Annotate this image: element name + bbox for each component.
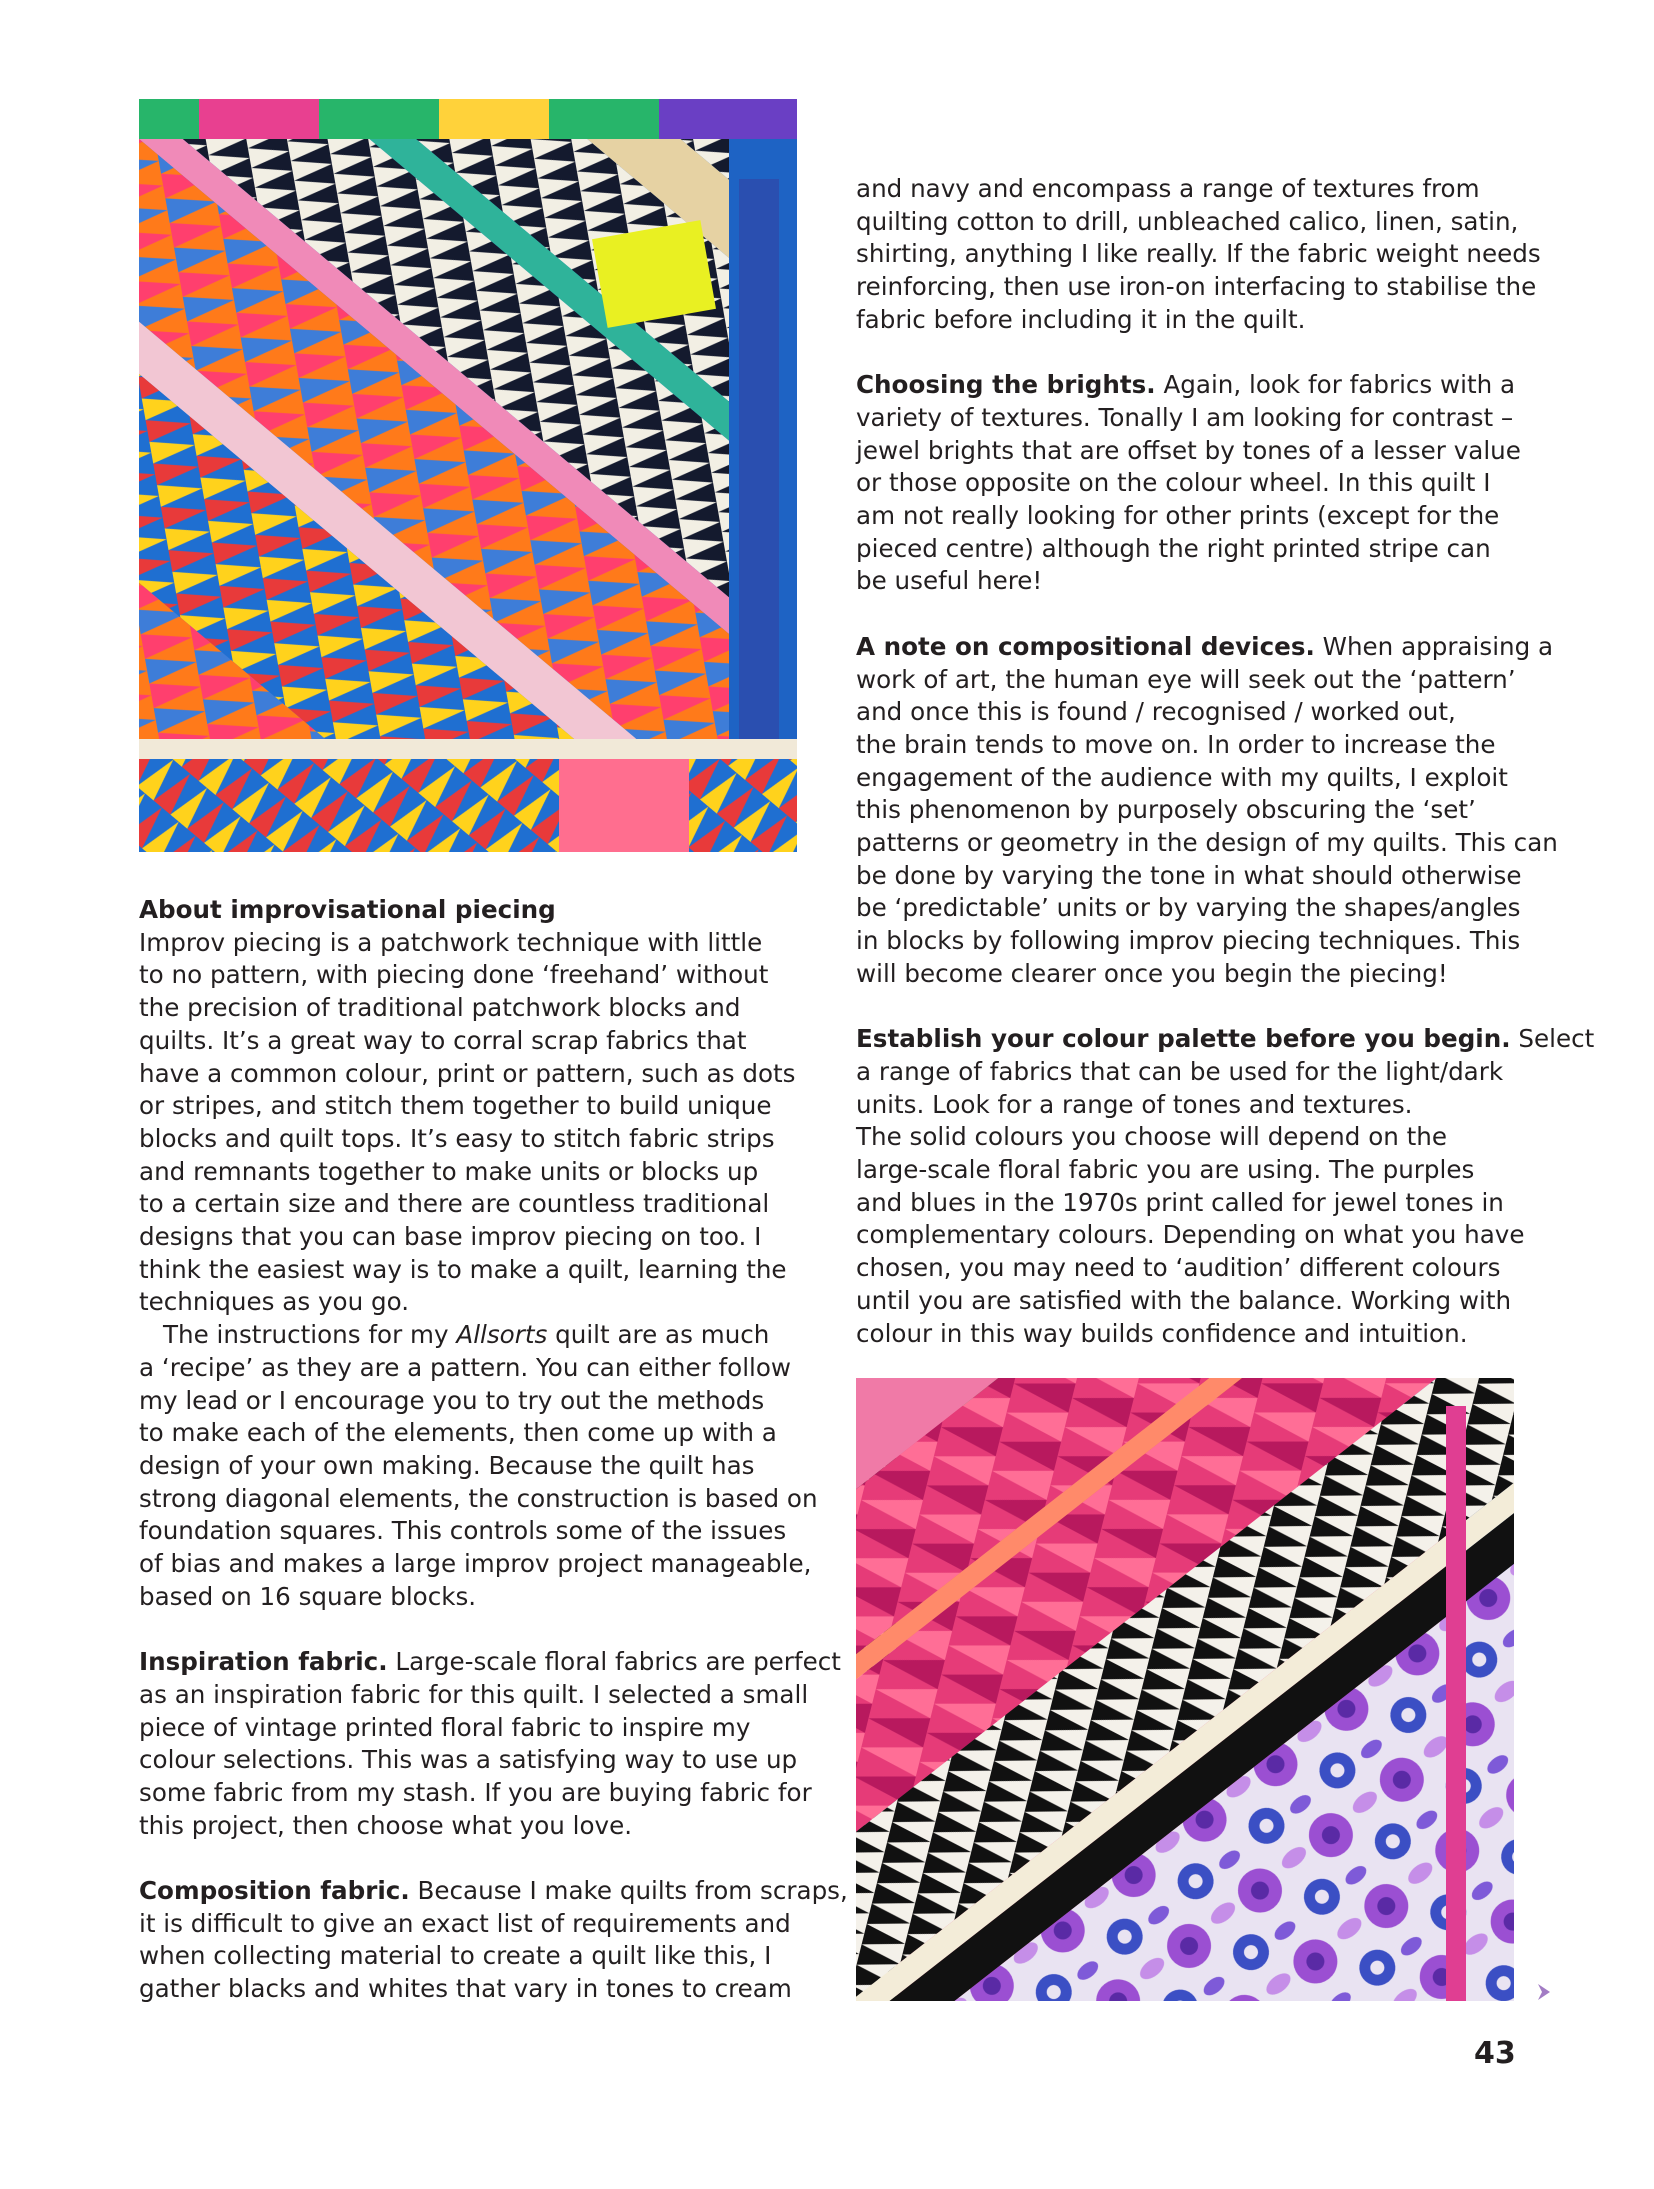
body-line: of bias and makes a large improv project manageable, <box>139 1549 812 1579</box>
body-line: shirting, anything I like really. If the fabric weight needs <box>856 239 1541 269</box>
body-line: colour selections. This was a satisfying way to use up <box>139 1745 798 1775</box>
body-line: some fabric from my stash. If you are buying fabric for <box>139 1777 812 1807</box>
text-run: Select <box>1510 1024 1595 1054</box>
body-line <box>856 631 1554 664</box>
body-line: designs that you can base improv piecing on too. I <box>139 1222 762 1252</box>
body-line: based on 16 square blocks. <box>139 1581 477 1611</box>
quilt-photo-bottom <box>856 1378 1514 2001</box>
body-line: think the easiest way is to make a quilt, learning the <box>139 1254 787 1284</box>
body-line: or stripes, and stitch them together to build unique <box>139 1091 772 1121</box>
body-line: or those opposite on the colour wheel. In this quilt I <box>856 468 1491 498</box>
text-run: quilt are as much <box>547 1320 770 1350</box>
left-column <box>139 894 848 2006</box>
body-line: blocks and quilt tops. It’s easy to stitch fabric strips <box>139 1123 775 1153</box>
body-line: am not really looking for other prints (except for the <box>856 501 1500 531</box>
body-line: complementary colours. Depending on what you have <box>856 1220 1525 1250</box>
body-line: units. Look for a range of tones and textures. <box>856 1089 1413 1119</box>
body-line: in blocks by following improv piecing techniques. This <box>856 926 1521 956</box>
text-run: The instructions for my <box>163 1320 457 1350</box>
body-line: pieced centre) although the right printed stripe can <box>856 533 1491 563</box>
body-line: this project, then choose what you love. <box>139 1810 633 1840</box>
body-line <box>856 369 1516 402</box>
body-line: design of your own making. Because the quilt has <box>139 1450 755 1480</box>
body-line: quilting cotton to drill, unbleached calico, linen, satin, <box>856 206 1519 236</box>
body-line: as an inspiration fabric for this quilt. I selected a small <box>139 1679 809 1709</box>
body-line: gather blacks and whites that vary in tones to cream <box>139 1974 792 2004</box>
composition-label: Composition fabric. <box>139 1876 410 1906</box>
body-line: engagement of the audience with my quilts, I exploit <box>856 762 1508 792</box>
text-run: Because I make quilts from scraps, <box>409 1876 848 1906</box>
text-run: Again, look for fabrics with a <box>1155 370 1516 400</box>
right-column <box>856 173 1595 1350</box>
body-line <box>139 1319 789 1352</box>
text-run: When appraising a <box>1314 631 1554 661</box>
body-line: be done by varying the tone in what should otherwise <box>856 860 1522 890</box>
quilt-name: Allsorts <box>456 1320 548 1350</box>
body-line: be useful here! <box>856 566 1043 596</box>
body-line: chosen, you may need to ‘audition’ different colours <box>856 1253 1501 1283</box>
quilt-photo-top <box>139 99 797 852</box>
body-line <box>856 1023 1595 1056</box>
body-line: to make each of the elements, then come up with a <box>139 1418 777 1448</box>
body-line: this phenomenon by purposely obscuring the ‘set’ <box>856 795 1476 825</box>
body-line: will become clearer once you begin the piecing! <box>856 958 1448 988</box>
body-line: strong diagonal elements, the construction is based on <box>139 1483 818 1513</box>
body-line: large-scale floral fabric you are using. The purples <box>856 1155 1475 1185</box>
body-line: when collecting material to create a quilt like this, I <box>139 1941 772 1971</box>
body-line: the precision of traditional patchwork blocks and <box>139 993 741 1023</box>
body-line: be ‘predictable’ units or by varying the shapes/angles <box>856 893 1521 923</box>
note-label: A note on compositional devices. <box>856 631 1315 661</box>
body-line: techniques as you go. <box>139 1287 410 1317</box>
body-line: until you are satisfied with the balance. Working with <box>856 1285 1512 1315</box>
body-line: my lead or I encourage you to try out the methods <box>139 1385 765 1415</box>
body-line: colour in this way builds confidence and intuition. <box>856 1318 1468 1348</box>
inspiration-label: Inspiration fabric. <box>139 1647 388 1677</box>
body-line: to a certain size and there are countless traditional <box>139 1189 770 1219</box>
body-line: quilts. It’s a great way to corral scrap fabrics that <box>139 1025 747 1055</box>
body-line: fabric before including it in the quilt. <box>856 304 1306 334</box>
brights-label: Choosing the brights. <box>856 370 1156 400</box>
next-arrow-icon[interactable] <box>1536 1982 1552 2002</box>
body-line: variety of textures. Tonally I am looking for contrast – <box>856 402 1514 432</box>
body-line: Improv piecing is a patchwork technique with little <box>139 927 763 957</box>
body-line: and navy and encompass a range of textures from <box>856 174 1480 203</box>
body-line: patterns or geometry in the design of my quilts. This can <box>856 828 1558 858</box>
body-line: to no pattern, with piecing done ‘freehand’ without <box>139 960 769 990</box>
body-line <box>139 1646 841 1679</box>
body-line: it is difficult to give an exact list of requirements and <box>139 1908 791 1938</box>
body-line: the brain tends to move on. In order to increase the <box>856 729 1496 759</box>
body-line: work of art, the human eye will seek out the ‘pattern’ <box>856 664 1516 694</box>
body-line: piece of vintage printed floral fabric to inspire my <box>139 1712 751 1742</box>
body-line: foundation squares. This controls some of the issues <box>139 1516 787 1546</box>
body-line: a ‘recipe’ as they are a pattern. You can either follow <box>139 1352 792 1382</box>
palette-label: Establish your colour palette before you begin. <box>856 1024 1511 1054</box>
section-heading: About improvisational piecing <box>139 895 556 924</box>
page-number: 43 <box>1474 2036 1516 2071</box>
body-line: have a common colour, print or pattern, such as dots <box>139 1058 796 1088</box>
body-line: reinforcing, then use iron-on interfacing to stabilise the <box>856 272 1537 302</box>
text-run: Large-scale floral fabrics are perfect <box>387 1647 841 1677</box>
body-line: and blues in the 1970s print called for jewel tones in <box>856 1187 1504 1217</box>
body-line: The solid colours you choose will depend on the <box>856 1122 1448 1152</box>
body-line: a range of fabrics that can be used for the light/dark <box>856 1056 1504 1086</box>
body-line <box>139 1875 848 1908</box>
body-line: and once this is found / recognised / worked out, <box>856 697 1456 727</box>
body-line: jewel brights that are offset by tones of a lesser value <box>856 435 1521 465</box>
body-line: and remnants together to make units or blocks up <box>139 1156 759 1186</box>
